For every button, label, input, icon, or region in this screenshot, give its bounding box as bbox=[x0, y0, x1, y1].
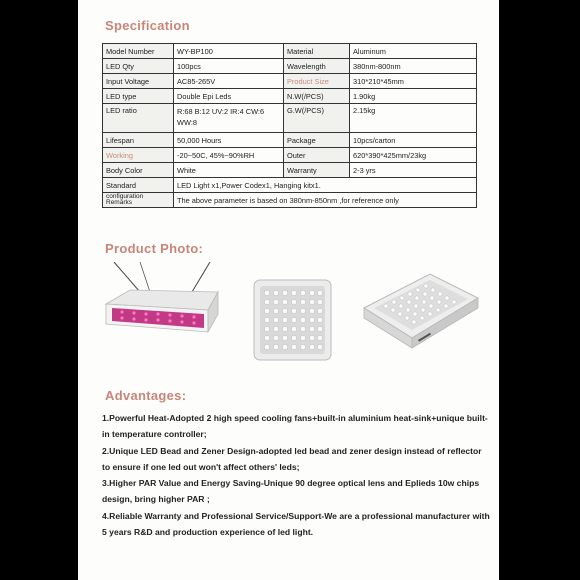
table-row bbox=[103, 74, 477, 89]
table-row bbox=[103, 193, 477, 208]
list-item: 2.Unique LED Bead and Zener Design-adopted led bead and zener design instead of reflector to ensure if one led out won't affect others' leds; bbox=[102, 445, 482, 472]
spec-label: Lifespan bbox=[103, 133, 174, 148]
table-row bbox=[103, 163, 477, 178]
spec-value: 100pcs bbox=[174, 59, 284, 74]
list-item: 4.Reliable Warranty and Professional Service/Support-We are a professional manufacturer with 5 years R&D and production experience of led light. bbox=[102, 510, 490, 538]
spec-label: G.W(/PCS) bbox=[284, 104, 350, 133]
spec-value: 1.90kg bbox=[350, 89, 477, 104]
spec-value: 50,000 Hours bbox=[174, 133, 284, 148]
table-row bbox=[103, 178, 477, 193]
spec-value: AC85-265V bbox=[174, 74, 284, 89]
specification-table bbox=[102, 43, 477, 208]
spec-value: 310*210*45mm bbox=[350, 74, 477, 89]
spec-value: The above parameter is based on 380nm-850nm ,for reference only bbox=[174, 193, 477, 208]
spec-value: 2.15kg bbox=[350, 104, 477, 133]
spec-label: configuration Remarks bbox=[103, 193, 174, 208]
product-photo-front-view bbox=[250, 276, 335, 364]
spec-value: 620*390*425mm/23kg bbox=[350, 148, 477, 163]
list-item: 3.Higher PAR Value and Energy Saving-Unique 90 degree optical lens and Eplieds 10w chips design, bring higher PAR ; bbox=[102, 478, 480, 505]
spec-sheet bbox=[78, 0, 499, 580]
spec-value: Double Epi Leds bbox=[174, 89, 284, 104]
spec-value: WY-BP100 bbox=[174, 44, 284, 59]
table-row bbox=[103, 104, 477, 133]
spec-label: Outer bbox=[284, 148, 350, 163]
spec-value: LED Light x1,Power Codex1, Hanging kitx1. bbox=[174, 178, 477, 193]
spec-label: Body Color bbox=[103, 163, 174, 178]
advantages-heading: Advantages: bbox=[105, 388, 187, 403]
spec-label: Standard bbox=[103, 178, 174, 193]
spec-label: Warranty bbox=[284, 163, 350, 178]
spec-value: -20~50C, 45%~90%RH bbox=[174, 148, 284, 163]
spec-value: 10pcs/carton bbox=[350, 133, 477, 148]
spec-value: R:68 B:12 UV:2 IR:4 CW:6 WW:8 bbox=[174, 104, 284, 133]
spec-label: Model Number bbox=[103, 44, 174, 59]
list-item: 1.Powerful Heat-Adopted 2 high speed cooling fans+built-in aluminium heat-sink+unique built-in temperature controller; bbox=[102, 413, 488, 440]
product-photo-hanging-light bbox=[100, 262, 225, 347]
spec-label: LED type bbox=[103, 89, 174, 104]
table-row bbox=[103, 89, 477, 104]
spec-label: LED Qty bbox=[103, 59, 174, 74]
table-row bbox=[103, 133, 477, 148]
product-photo-heading: Product Photo: bbox=[105, 241, 204, 256]
table-row bbox=[103, 44, 477, 59]
specification-heading: Specification bbox=[105, 18, 190, 33]
spec-value: 2-3 yrs bbox=[350, 163, 477, 178]
spec-label: Working bbox=[103, 148, 174, 163]
spec-value: 380nm-800nm bbox=[350, 59, 477, 74]
spec-value: White bbox=[174, 163, 284, 178]
spec-label: Product Size bbox=[284, 74, 350, 89]
spec-label: LED ratio bbox=[103, 104, 174, 133]
spec-label: Material bbox=[284, 44, 350, 59]
table-row bbox=[103, 148, 477, 163]
advantages-list bbox=[102, 410, 492, 540]
table-row bbox=[103, 59, 477, 74]
spec-value: Aluminum bbox=[350, 44, 477, 59]
spec-label: Wavelength bbox=[284, 59, 350, 74]
spec-label: Input Voltage bbox=[103, 74, 174, 89]
spec-label: Package bbox=[284, 133, 350, 148]
spec-label: N.W(/PCS) bbox=[284, 89, 350, 104]
product-photo-angled-view bbox=[360, 268, 482, 354]
